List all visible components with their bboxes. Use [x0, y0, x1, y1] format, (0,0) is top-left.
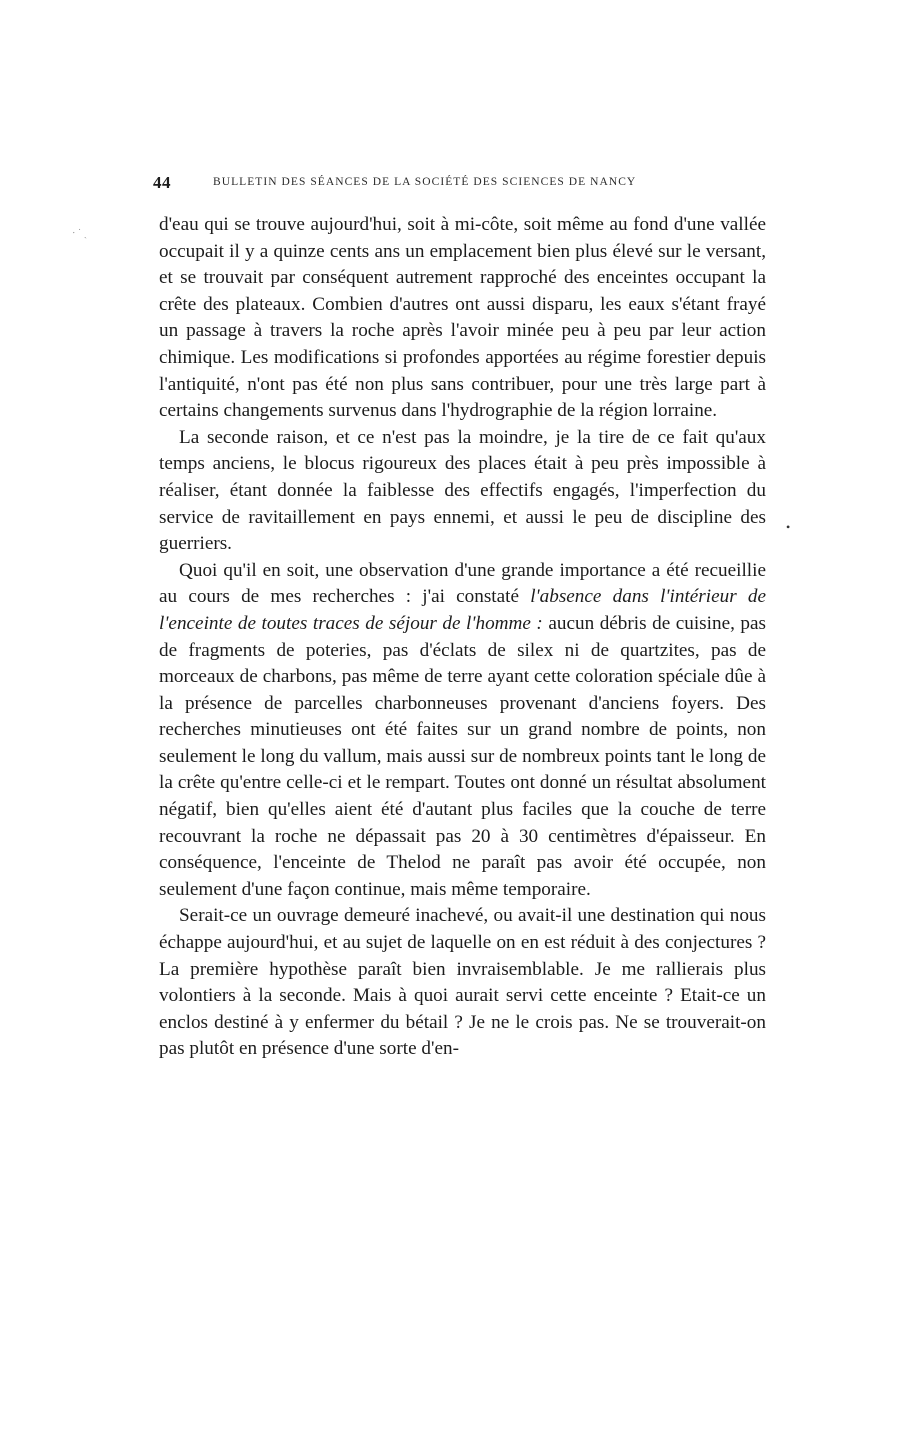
- paragraph-1: d'eau qui se trouve aujourd'hui, soit à mi-côte, soit même au fond d'une vallée occupait il y a quinze cents ans un emplacement bien plus élevé sur le versant, et se trouvait par conséquent autrement rapproché des enceintes occupant la crête des plateaux. Combien d'autres ont aussi disparu, les eaux s'étant frayé un passage à travers la roche après l'avoir minée peu à peu par leur action chimique. Les modifications si profondes apportées au régime forestier depuis l'antiquité, n'ont pas été non plus sans contribuer, pour une très large part à certains changements survenus dans l'hydrographie de la région lorraine.: [159, 214, 766, 422]
- paragraph-2: La seconde raison, et ce n'est pas la moindre, je la tire de ce fait qu'aux temps anciens, le blocus rigoureux des places était à peu près impossible à réaliser, étant donnée la faiblesse des effectifs engagés, l'imperfection du service de ravitaillement en pays ennemi, et aussi le peu de discipline des guerriers.: [159, 426, 766, 555]
- paragraph-3: [159, 558, 766, 904]
- paragraph-4: Serait-ce un ouvrage demeuré inachevé, ou avait-il une destination qui nous échappe aujourd'hui, et au sujet de laquelle on en est réduit à des conjectures ? La première hypothèse paraît bien invraisemblable. Je me rallierais plus volontiers à la seconde. Mais à quoi aurait servi cette enceinte ? Etait-ce un enclos destiné à y enfermer du bétail ? Je ne le crois pas. Ne se trouverait-on pas plutôt en présence d'une sorte d'en-: [159, 905, 766, 1060]
- running-title: BULLETIN DES SÉANCES DE LA SOCIÉTÉ DES SCIENCES DE NANCY: [213, 176, 637, 188]
- paragraph-3-emphasis: l'absence dans l'intérieur de l'enceinte de toutes traces de séjour de l'homme :: [159, 586, 766, 634]
- margin-speck: ⋅ ˙ ˎ: [72, 228, 88, 239]
- page-header: [153, 173, 768, 193]
- page-number: 44: [153, 173, 171, 192]
- body-text: [159, 212, 766, 1063]
- paragraph-3-end: aucun débris de cuisine, pas de fragments de poteries, pas d'éclats de silex ni de quartzites, pas de morceaux de charbons, pas même de terre ayant cette coloration spéciale dûe à la présence de parcelles charbonneuses provenant d'anciens foyers. Des recherches minutieuses ont été faites sur un grand nombre de points, non seulement le long du vallum, mais aussi sur de nombreux points tant le long de la crête qu'entre celle-ci et le rempart. Toutes ont donné un résultat absolument négatif, bien qu'elles aient été d'autant plus faciles que la couche de terre recouvrant la roche ne dépassait pas 20 à 30 centimètres d'épaisseur. En conséquence, l'enceinte de Thelod ne paraît pas avoir été occupée, non seulement d'une façon continue, mais même temporaire.: [159, 612, 766, 900]
- margin-dot: •: [786, 520, 791, 534]
- paragraph-3-start: Quoi qu'il en soit, une observation d'une grande importance a été recueillie au cours de mes recherches : j'ai constaté: [159, 559, 766, 608]
